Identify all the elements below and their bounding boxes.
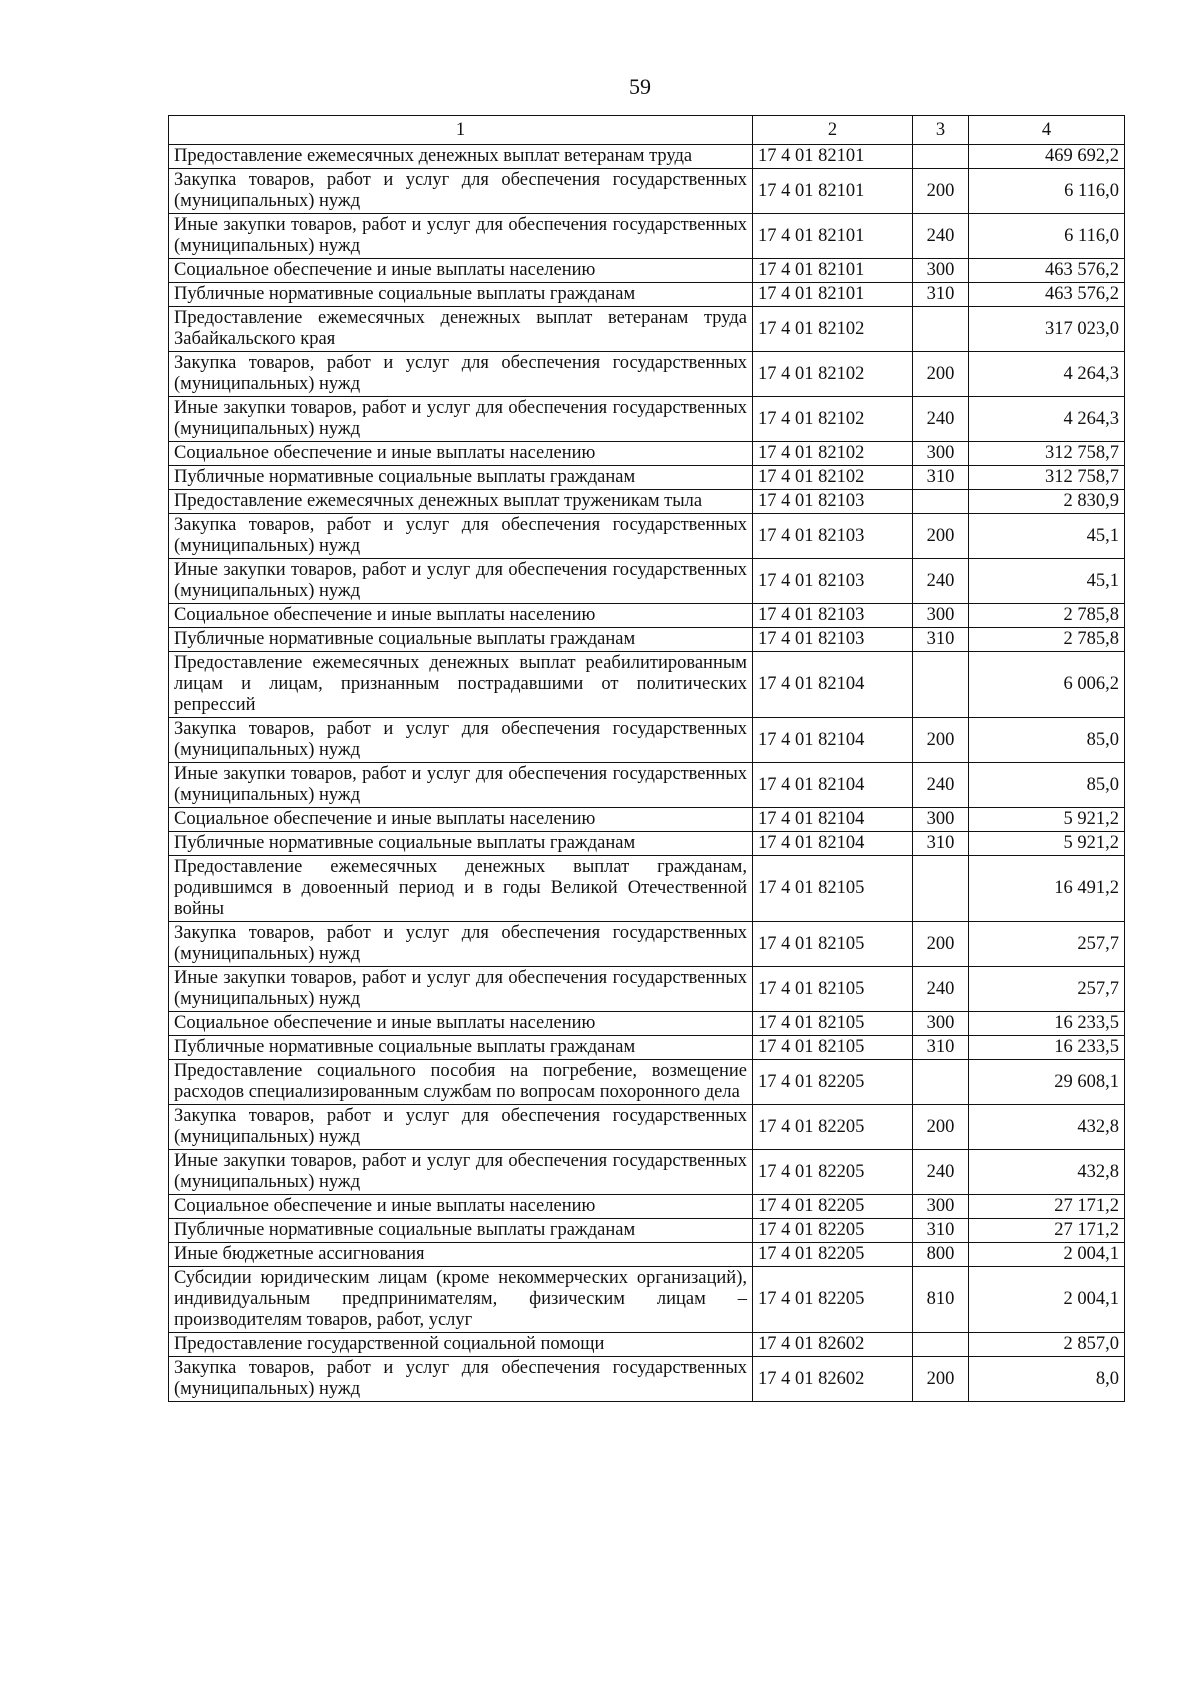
row-name-cell: Предоставление государственной социальной помощи [169, 1333, 753, 1357]
row-code-cell: 17 4 01 82101 [753, 145, 913, 169]
row-amount-cell: 6 116,0 [969, 169, 1125, 214]
row-code-cell: 17 4 01 82103 [753, 514, 913, 559]
row-type-cell: 240 [913, 214, 969, 259]
row-type-cell [913, 652, 969, 718]
table-row [169, 1105, 1125, 1150]
row-type-cell: 200 [913, 352, 969, 397]
row-type-cell: 310 [913, 1036, 969, 1060]
row-name-cell: Публичные нормативные социальные выплаты гражданам [169, 466, 753, 490]
row-type-cell: 200 [913, 922, 969, 967]
row-type-cell: 240 [913, 763, 969, 808]
row-amount-cell: 27 171,2 [969, 1195, 1125, 1219]
table-row [169, 442, 1125, 466]
table-row [169, 1150, 1125, 1195]
row-amount-cell: 463 576,2 [969, 259, 1125, 283]
row-type-cell: 310 [913, 628, 969, 652]
table-row [169, 967, 1125, 1012]
header-col-1: 1 [169, 116, 753, 145]
row-name-cell: Предоставление ежемесячных денежных выплат ветеранам труда Забайкальского края [169, 307, 753, 352]
row-type-cell: 240 [913, 1150, 969, 1195]
row-name-cell: Социальное обеспечение и иные выплаты населению [169, 604, 753, 628]
table-row [169, 214, 1125, 259]
row-type-cell: 300 [913, 442, 969, 466]
row-amount-cell: 45,1 [969, 514, 1125, 559]
row-amount-cell: 16 233,5 [969, 1036, 1125, 1060]
row-amount-cell: 5 921,2 [969, 832, 1125, 856]
table-row [169, 307, 1125, 352]
table-row [169, 1060, 1125, 1105]
row-code-cell: 17 4 01 82101 [753, 259, 913, 283]
row-type-cell: 310 [913, 832, 969, 856]
row-code-cell: 17 4 01 82101 [753, 169, 913, 214]
row-code-cell: 17 4 01 82602 [753, 1333, 913, 1357]
row-name-cell: Закупка товаров, работ и услуг для обеспечения государственных (муниципальных) нужд [169, 922, 753, 967]
row-name-cell: Публичные нормативные социальные выплаты гражданам [169, 628, 753, 652]
table-row [169, 652, 1125, 718]
row-code-cell: 17 4 01 82102 [753, 307, 913, 352]
row-type-cell: 300 [913, 259, 969, 283]
table-row [169, 352, 1125, 397]
row-code-cell: 17 4 01 82105 [753, 967, 913, 1012]
row-name-cell: Иные закупки товаров, работ и услуг для обеспечения государственных (муниципальных) нужд [169, 967, 753, 1012]
row-name-cell: Иные закупки товаров, работ и услуг для обеспечения государственных (муниципальных) нужд [169, 214, 753, 259]
table-row [169, 1036, 1125, 1060]
table-row [169, 604, 1125, 628]
row-code-cell: 17 4 01 82101 [753, 283, 913, 307]
table-row [169, 466, 1125, 490]
row-code-cell: 17 4 01 82105 [753, 1012, 913, 1036]
row-amount-cell: 2 857,0 [969, 1333, 1125, 1357]
row-amount-cell: 16 233,5 [969, 1012, 1125, 1036]
row-amount-cell: 469 692,2 [969, 145, 1125, 169]
row-code-cell: 17 4 01 82102 [753, 397, 913, 442]
row-code-cell: 17 4 01 82104 [753, 763, 913, 808]
row-amount-cell: 2 004,1 [969, 1267, 1125, 1333]
row-type-cell [913, 145, 969, 169]
row-type-cell [913, 490, 969, 514]
row-name-cell: Публичные нормативные социальные выплаты гражданам [169, 832, 753, 856]
row-amount-cell: 4 264,3 [969, 397, 1125, 442]
row-name-cell: Закупка товаров, работ и услуг для обеспечения государственных (муниципальных) нужд [169, 1105, 753, 1150]
row-code-cell: 17 4 01 82105 [753, 922, 913, 967]
row-code-cell: 17 4 01 82602 [753, 1357, 913, 1402]
row-name-cell: Субсидии юридическим лицам (кроме некоммерческих организаций), индивидуальным предпринимателям, физическим лицам – производителям товаров, работ, услуг [169, 1267, 753, 1333]
row-amount-cell: 5 921,2 [969, 808, 1125, 832]
row-type-cell [913, 856, 969, 922]
row-name-cell: Закупка товаров, работ и услуг для обеспечения государственных (муниципальных) нужд [169, 1357, 753, 1402]
row-code-cell: 17 4 01 82103 [753, 604, 913, 628]
table-row [169, 1012, 1125, 1036]
header-col-4: 4 [969, 116, 1125, 145]
row-code-cell: 17 4 01 82104 [753, 652, 913, 718]
row-amount-cell: 29 608,1 [969, 1060, 1125, 1105]
row-code-cell: 17 4 01 82205 [753, 1243, 913, 1267]
row-code-cell: 17 4 01 82104 [753, 832, 913, 856]
row-type-cell: 300 [913, 1012, 969, 1036]
table-row [169, 718, 1125, 763]
row-name-cell: Иные бюджетные ассигнования [169, 1243, 753, 1267]
row-name-cell: Публичные нормативные социальные выплаты гражданам [169, 1219, 753, 1243]
row-amount-cell: 432,8 [969, 1105, 1125, 1150]
table-row [169, 490, 1125, 514]
row-name-cell: Социальное обеспечение и иные выплаты населению [169, 808, 753, 832]
table-header-row [169, 116, 1125, 145]
header-col-2: 2 [753, 116, 913, 145]
row-amount-cell: 6 116,0 [969, 214, 1125, 259]
row-name-cell: Предоставление ежемесячных денежных выплат ветеранам труда [169, 145, 753, 169]
row-type-cell: 240 [913, 397, 969, 442]
table-row [169, 1357, 1125, 1402]
row-amount-cell: 4 264,3 [969, 352, 1125, 397]
row-name-cell: Социальное обеспечение и иные выплаты населению [169, 442, 753, 466]
row-amount-cell: 317 023,0 [969, 307, 1125, 352]
row-code-cell: 17 4 01 82104 [753, 808, 913, 832]
table-row [169, 1195, 1125, 1219]
row-code-cell: 17 4 01 82205 [753, 1195, 913, 1219]
row-code-cell: 17 4 01 82103 [753, 490, 913, 514]
table-row [169, 808, 1125, 832]
row-type-cell [913, 1060, 969, 1105]
table-row [169, 832, 1125, 856]
row-type-cell: 300 [913, 1195, 969, 1219]
table-row [169, 169, 1125, 214]
row-type-cell: 200 [913, 169, 969, 214]
row-name-cell: Иные закупки товаров, работ и услуг для обеспечения государственных (муниципальных) нужд [169, 559, 753, 604]
row-name-cell: Предоставление ежемесячных денежных выплат гражданам, родившимся в довоенный период и в годы Великой Отечественной войны [169, 856, 753, 922]
table-row [169, 1333, 1125, 1357]
row-amount-cell: 312 758,7 [969, 442, 1125, 466]
row-amount-cell: 85,0 [969, 718, 1125, 763]
row-amount-cell: 45,1 [969, 559, 1125, 604]
row-code-cell: 17 4 01 82105 [753, 1036, 913, 1060]
table-row [169, 922, 1125, 967]
row-type-cell: 810 [913, 1267, 969, 1333]
row-name-cell: Закупка товаров, работ и услуг для обеспечения государственных (муниципальных) нужд [169, 718, 753, 763]
row-type-cell: 240 [913, 559, 969, 604]
table-row [169, 1243, 1125, 1267]
row-name-cell: Публичные нормативные социальные выплаты гражданам [169, 283, 753, 307]
row-type-cell: 310 [913, 466, 969, 490]
row-amount-cell: 432,8 [969, 1150, 1125, 1195]
header-col-3: 3 [913, 116, 969, 145]
row-type-cell [913, 307, 969, 352]
row-name-cell: Закупка товаров, работ и услуг для обеспечения государственных (муниципальных) нужд [169, 514, 753, 559]
row-amount-cell: 312 758,7 [969, 466, 1125, 490]
row-amount-cell: 2 004,1 [969, 1243, 1125, 1267]
row-name-cell: Социальное обеспечение и иные выплаты населению [169, 259, 753, 283]
row-amount-cell: 27 171,2 [969, 1219, 1125, 1243]
row-name-cell: Иные закупки товаров, работ и услуг для обеспечения государственных (муниципальных) нужд [169, 1150, 753, 1195]
row-type-cell: 200 [913, 718, 969, 763]
row-amount-cell: 2 830,9 [969, 490, 1125, 514]
row-code-cell: 17 4 01 82104 [753, 718, 913, 763]
table-row [169, 514, 1125, 559]
row-type-cell: 310 [913, 1219, 969, 1243]
row-name-cell: Иные закупки товаров, работ и услуг для обеспечения государственных (муниципальных) нужд [169, 397, 753, 442]
row-code-cell: 17 4 01 82205 [753, 1267, 913, 1333]
row-amount-cell: 463 576,2 [969, 283, 1125, 307]
row-type-cell: 310 [913, 283, 969, 307]
row-name-cell: Социальное обеспечение и иные выплаты населению [169, 1012, 753, 1036]
row-code-cell: 17 4 01 82102 [753, 442, 913, 466]
table-row [169, 1267, 1125, 1333]
row-type-cell: 800 [913, 1243, 969, 1267]
row-amount-cell: 257,7 [969, 967, 1125, 1012]
table-row [169, 1219, 1125, 1243]
row-name-cell: Иные закупки товаров, работ и услуг для обеспечения государственных (муниципальных) нужд [169, 763, 753, 808]
row-amount-cell: 257,7 [969, 922, 1125, 967]
row-amount-cell: 2 785,8 [969, 604, 1125, 628]
table-row [169, 259, 1125, 283]
table-row [169, 145, 1125, 169]
row-code-cell: 17 4 01 82102 [753, 352, 913, 397]
table-row [169, 397, 1125, 442]
row-code-cell: 17 4 01 82205 [753, 1219, 913, 1243]
row-type-cell: 200 [913, 514, 969, 559]
budget-table [168, 115, 1125, 1402]
row-type-cell: 200 [913, 1105, 969, 1150]
row-name-cell: Предоставление социального пособия на погребение, возмещение расходов специализированным службам по вопросам похоронного дела [169, 1060, 753, 1105]
row-amount-cell: 2 785,8 [969, 628, 1125, 652]
table-row [169, 283, 1125, 307]
row-code-cell: 17 4 01 82205 [753, 1060, 913, 1105]
row-code-cell: 17 4 01 82205 [753, 1150, 913, 1195]
row-code-cell: 17 4 01 82105 [753, 856, 913, 922]
row-amount-cell: 85,0 [969, 763, 1125, 808]
row-amount-cell: 8,0 [969, 1357, 1125, 1402]
row-amount-cell: 16 491,2 [969, 856, 1125, 922]
row-type-cell: 200 [913, 1357, 969, 1402]
row-type-cell: 300 [913, 604, 969, 628]
table-row [169, 628, 1125, 652]
row-amount-cell: 6 006,2 [969, 652, 1125, 718]
row-name-cell: Предоставление ежемесячных денежных выплат реабилитированным лицам и лицам, признанным пострадавшими от политических репрессий [169, 652, 753, 718]
row-type-cell: 300 [913, 808, 969, 832]
row-code-cell: 17 4 01 82102 [753, 466, 913, 490]
row-code-cell: 17 4 01 82101 [753, 214, 913, 259]
row-code-cell: 17 4 01 82103 [753, 559, 913, 604]
table-row [169, 559, 1125, 604]
table-row [169, 856, 1125, 922]
row-name-cell: Закупка товаров, работ и услуг для обеспечения государственных (муниципальных) нужд [169, 169, 753, 214]
row-code-cell: 17 4 01 82103 [753, 628, 913, 652]
row-type-cell: 240 [913, 967, 969, 1012]
table-row [169, 763, 1125, 808]
page-number: 59 [629, 74, 651, 99]
row-code-cell: 17 4 01 82205 [753, 1105, 913, 1150]
row-name-cell: Публичные нормативные социальные выплаты гражданам [169, 1036, 753, 1060]
table-body [169, 145, 1125, 1402]
row-name-cell: Закупка товаров, работ и услуг для обеспечения государственных (муниципальных) нужд [169, 352, 753, 397]
row-type-cell [913, 1333, 969, 1357]
row-name-cell: Социальное обеспечение и иные выплаты населению [169, 1195, 753, 1219]
row-name-cell: Предоставление ежемесячных денежных выплат труженикам тыла [169, 490, 753, 514]
